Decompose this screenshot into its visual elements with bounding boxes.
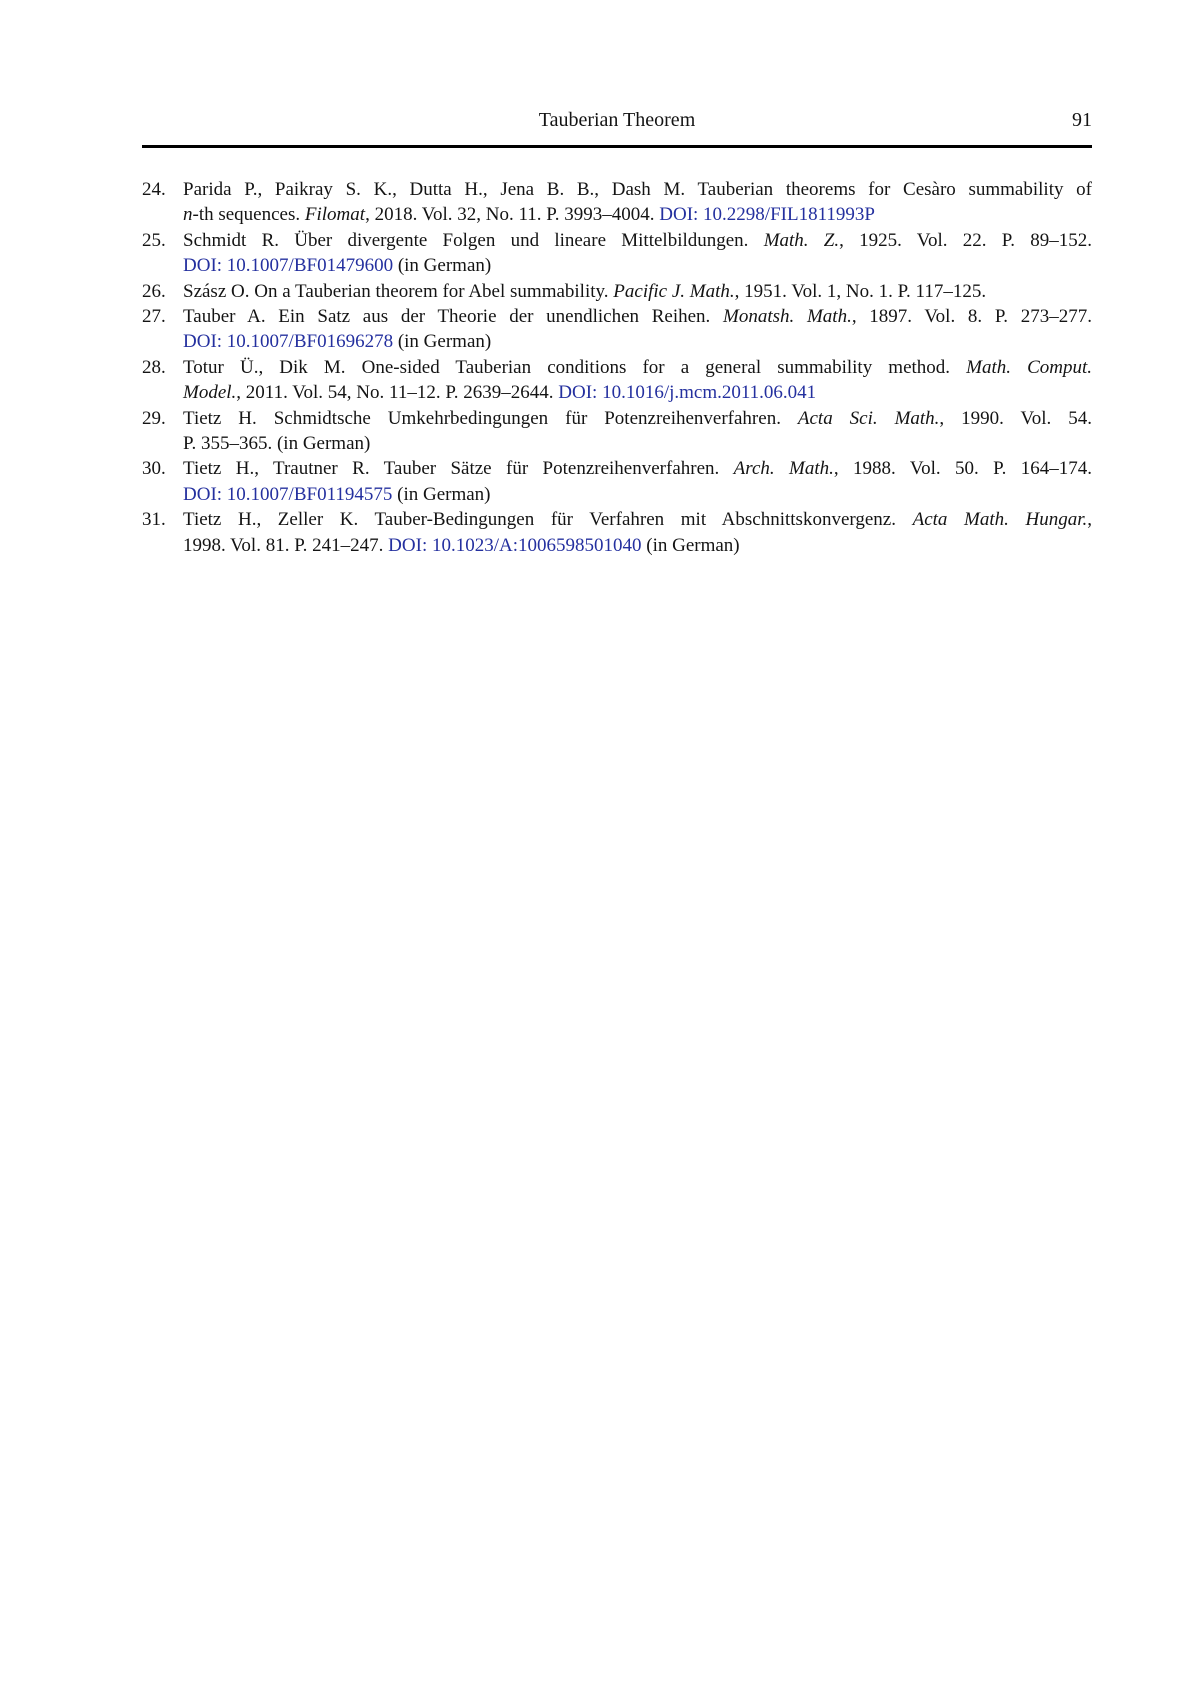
reference-item <box>142 355 1092 406</box>
text-run: Tietz H. Schmidtsche Umkehrbedingungen für Potenzreihenverfahren. <box>183 407 798 429</box>
reference-line <box>183 406 1092 431</box>
text-run: 1998. Vol. 81. P. 241–247. <box>183 534 389 556</box>
reference-line <box>183 304 1092 329</box>
reference-line <box>183 482 1092 507</box>
text-run: (in German) <box>392 483 491 505</box>
text-run: Tauber A. Ein Satz aus der Theorie der unendlichen Reihen. <box>183 306 724 328</box>
reference-number: 24. <box>142 179 166 200</box>
reference-line <box>183 355 1092 380</box>
text-run: , 1897. Vol. 8. P. 273–277. <box>851 306 1093 328</box>
text-run: Tietz H., Trautner R. Tauber Sätze für Potenzreihenverfahren. <box>183 458 734 480</box>
text-run: , 2011. Vol. 54, No. 11–12. P. 2639–2644. <box>236 382 559 404</box>
reference-number: 29. <box>142 407 166 429</box>
doi-link[interactable]: DOI: 10.1007/BF01479600 <box>183 255 394 277</box>
reference-content <box>183 406 1092 457</box>
text-run: Parida P., Paikray S. K., Dutta H., Jena B. B., Dash M. Tauberian theorems for Cesàro summability of <box>183 179 1092 200</box>
text-run: (in German) <box>641 534 740 556</box>
text-run: -th sequences. <box>192 204 305 226</box>
text-run: , 1990. Vol. 54. <box>939 407 1092 429</box>
text-run: P. 355–365. (in German) <box>183 433 371 455</box>
reference-number: 31. <box>142 509 166 531</box>
page-header <box>142 109 1092 135</box>
reference-line <box>183 228 1092 253</box>
reference-item <box>142 507 1092 558</box>
reference-line <box>183 177 1092 202</box>
journal-name-italic: Monatsh. Math. <box>723 306 852 328</box>
reference-number: 25. <box>142 229 166 251</box>
reference-list <box>142 177 1092 558</box>
text-run: , 2018. Vol. 32, No. 11. P. 3993–4004. <box>365 204 660 226</box>
reference-number: 30. <box>142 458 166 480</box>
reference-item <box>142 406 1092 457</box>
reference-content <box>183 304 1092 355</box>
reference-line <box>183 456 1092 481</box>
text-run: (in German) <box>393 255 492 277</box>
text-run: , <box>1087 509 1092 531</box>
reference-line <box>183 533 1092 558</box>
text-run: Tietz H., Zeller K. Tauber-Bedingungen für Verfahren mit Abschnittskonvergenz. <box>183 509 913 531</box>
reference-line <box>183 380 1092 405</box>
doi-link[interactable]: DOI: 10.1016/j.mcm.2011.06.041 <box>558 382 817 404</box>
reference-line <box>183 329 1092 354</box>
journal-name-italic: Math. Z. <box>763 229 840 251</box>
doi-link[interactable]: DOI: 10.1007/BF01194575 <box>183 483 393 505</box>
reference-content <box>183 228 1092 279</box>
reference-content <box>183 456 1092 507</box>
reference-content <box>183 507 1092 558</box>
journal-name-italic: Arch. Math. <box>733 458 834 480</box>
journal-name-italic: Acta Math. Hungar. <box>912 509 1088 531</box>
journal-name-italic: Pacific J. Math. <box>613 280 735 302</box>
doi-link[interactable]: DOI: 10.1007/BF01696278 <box>183 331 394 353</box>
reference-content <box>183 279 1092 304</box>
doi-link[interactable]: DOI: 10.1023/A:1006598501040 <box>388 534 642 556</box>
reference-content <box>183 355 1092 406</box>
text-run: Totur Ü., Dik M. One-sided Tauberian conditions for a general summability method. <box>183 356 967 378</box>
reference-line <box>183 202 1092 227</box>
text-run: , 1951. Vol. 1, No. 1. P. 117–125. <box>734 280 987 302</box>
doi-link[interactable]: DOI: 10.2298/FIL1811993P <box>659 204 875 226</box>
journal-name-italic: Filomat <box>304 204 366 226</box>
journal-name-italic: n <box>183 204 193 226</box>
text-run: Szász O. On a Tauberian theorem for Abel summability. <box>183 280 614 302</box>
reference-number: 28. <box>142 356 166 378</box>
header-rule <box>142 145 1092 148</box>
journal-name-italic: Math. Comput. <box>966 356 1093 378</box>
text-run: Schmidt R. Über divergente Folgen und lineare Mittelbildungen. <box>183 229 764 251</box>
reference-line <box>183 507 1092 532</box>
reference-line <box>183 431 1092 456</box>
reference-item <box>142 177 1092 228</box>
reference-item <box>142 304 1092 355</box>
reference-item <box>142 228 1092 279</box>
reference-item <box>142 456 1092 507</box>
reference-content <box>183 177 1092 228</box>
page-number: 91 <box>1072 109 1092 131</box>
reference-number: 26. <box>142 280 166 302</box>
running-title: Tauberian Theorem <box>538 109 696 131</box>
reference-line <box>183 253 1092 278</box>
text-run: , 1988. Vol. 50. P. 164–174. <box>833 458 1093 480</box>
journal-name-italic: Acta Sci. Math. <box>797 407 940 429</box>
text-run: (in German) <box>393 331 492 353</box>
journal-name-italic: Model. <box>183 382 237 404</box>
reference-item <box>142 279 1092 304</box>
text-run: , 1925. Vol. 22. P. 89–152. <box>839 229 1092 251</box>
reference-number: 27. <box>142 306 166 328</box>
reference-line <box>183 279 1092 304</box>
